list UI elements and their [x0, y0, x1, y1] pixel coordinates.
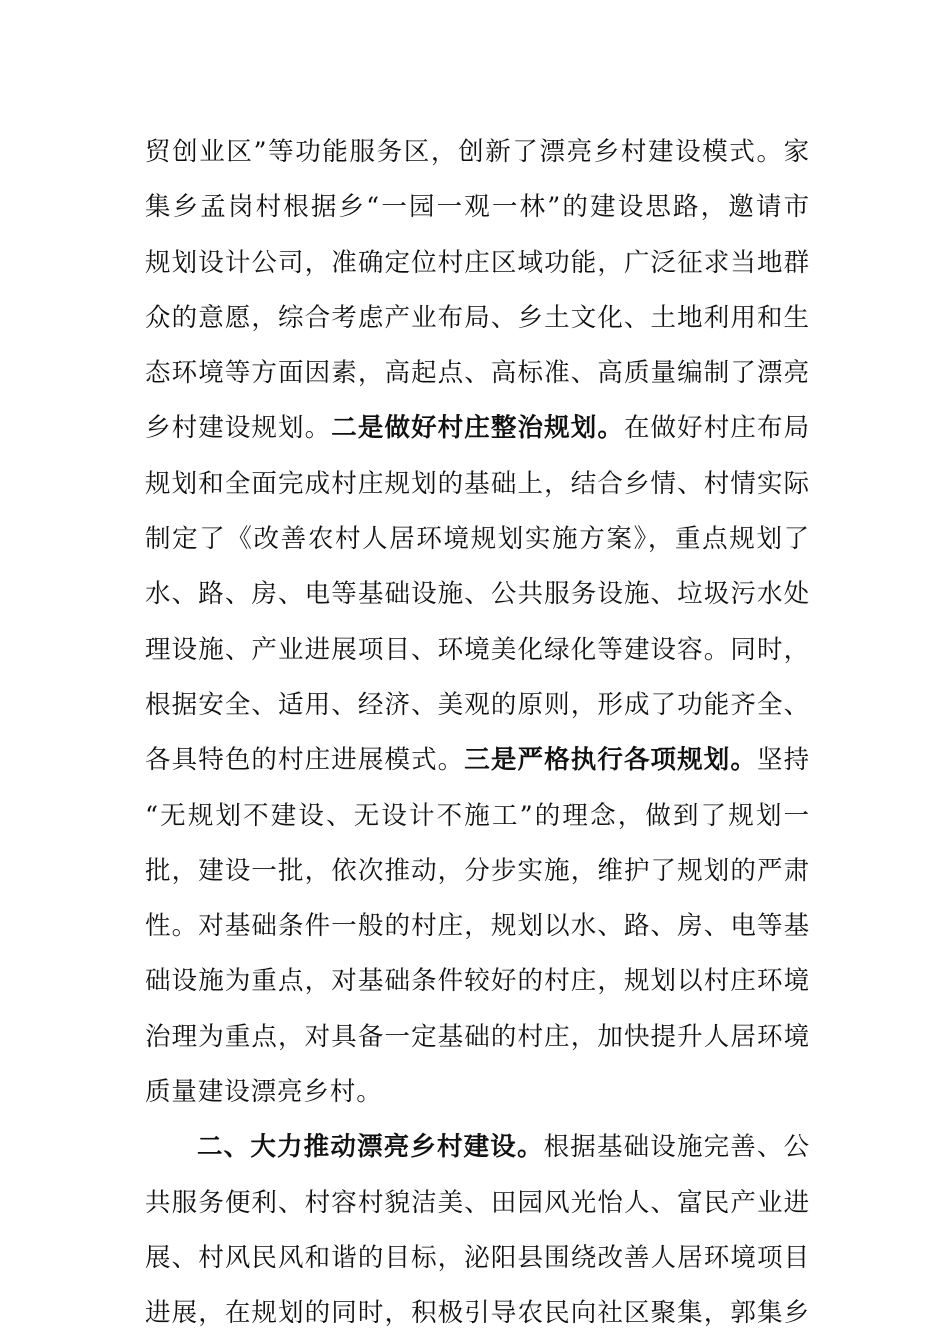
text-line: 规划设计公司，准确定位村庄区域功能，广泛征求当地群 — [145, 247, 810, 278]
text-run: 在做好村庄布局 — [623, 413, 810, 444]
bold-heading-three: 三是严格执行各项规划。 — [464, 745, 757, 776]
text-line: “无规划不建设、无设计不施工”的理念，做到了规划一 — [145, 800, 810, 831]
text-line: 质量建设漂亮乡村。 — [145, 1077, 383, 1108]
text-line — [145, 401, 810, 456]
text-run: 各具特色的村庄进展模式。 — [145, 745, 465, 776]
text-line: 规划和全面完成村庄规划的基础上，结合乡情、村情实际 — [145, 468, 810, 499]
text-line: 批，建设一批，依次推动，分步实施，维护了规划的严肃 — [145, 855, 810, 886]
text-line: 水、路、房、电等基础设施、公共服务设施、垃圾污水处 — [145, 579, 810, 610]
text-line: 贸创业区”等功能服务区，创新了漂亮乡村建设模式。家 — [145, 137, 810, 167]
body-text — [145, 125, 810, 1342]
text-line: 根据安全、适用、经济、美观的原则，形成了功能齐全、 — [145, 689, 810, 720]
text-line: 治理为重点，对具备一定基础的村庄，加快提升人居环境 — [145, 1021, 810, 1052]
text-line — [145, 733, 810, 788]
text-line: 态环境等方面因素，高起点、高标准、高质量编制了漂亮 — [145, 358, 810, 389]
text-line: 进展，在规划的同时，积极引导农民向社区聚集，郭集乡 — [145, 1298, 810, 1329]
text-line: 性。对基础条件一般的村庄，规划以水、路、房、电等基 — [145, 911, 810, 942]
text-line: 集乡孟岗村根据乡“一园一观一林”的建设思路，邀请市 — [145, 192, 810, 223]
text-line — [145, 1120, 810, 1175]
text-run: 乡村建设规划。 — [145, 413, 332, 444]
text-line: 础设施为重点，对基础条件较好的村庄，规划以村庄环境 — [145, 966, 810, 997]
text-line: 共服务便利、村容村貌洁美、田园风光怡人、富民产业进 — [145, 1187, 810, 1218]
text-line: 制定了《改善农村人居环境规划实施方案》，重点规划了 — [145, 524, 810, 555]
text-line: 展、村风民风和谐的目标，泌阳县围绕改善人居环境项目 — [145, 1242, 810, 1273]
text-run: 根据基础设施完善、公 — [543, 1132, 810, 1163]
section-heading: 二、大力推动漂亮乡村建设。 — [197, 1132, 544, 1163]
bold-heading-two: 二是做好村庄整治规划。 — [331, 413, 624, 444]
text-line: 众的意愿，综合考虑产业布局、乡土文化、土地利用和生 — [145, 302, 810, 333]
text-run: 坚持 — [756, 745, 810, 776]
text-line: 理设施、产业进展项目、环境美化绿化等建设容。同时， — [145, 634, 810, 665]
